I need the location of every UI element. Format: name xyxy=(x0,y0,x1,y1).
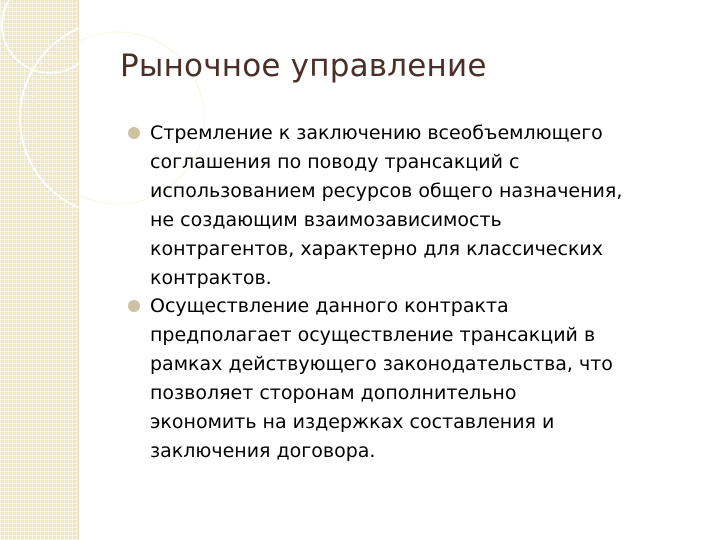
bullet-text: Осуществление данного контракта предполагает осуществление трансакций в рамках действующего законодательства, что позволяет сторонам дополнительно экономить на издержках составления и заключения договора. xyxy=(150,295,613,462)
deco-circle-small xyxy=(2,0,98,73)
slide-title: Рыночное управление xyxy=(120,48,487,84)
bullet-item xyxy=(128,292,700,465)
bullet-list xyxy=(128,119,700,466)
bullet-dot-icon xyxy=(128,127,140,139)
bullet-dot-icon xyxy=(128,300,140,312)
bullet-text: Стремление к заключению всеобъемлющего соглашения по поводу трансакций с использованием ресурсов общего назначения, не создающим взаимозависимость контрагентов, характерно для классических контрактов. xyxy=(150,122,623,289)
bullet-item xyxy=(128,119,700,292)
